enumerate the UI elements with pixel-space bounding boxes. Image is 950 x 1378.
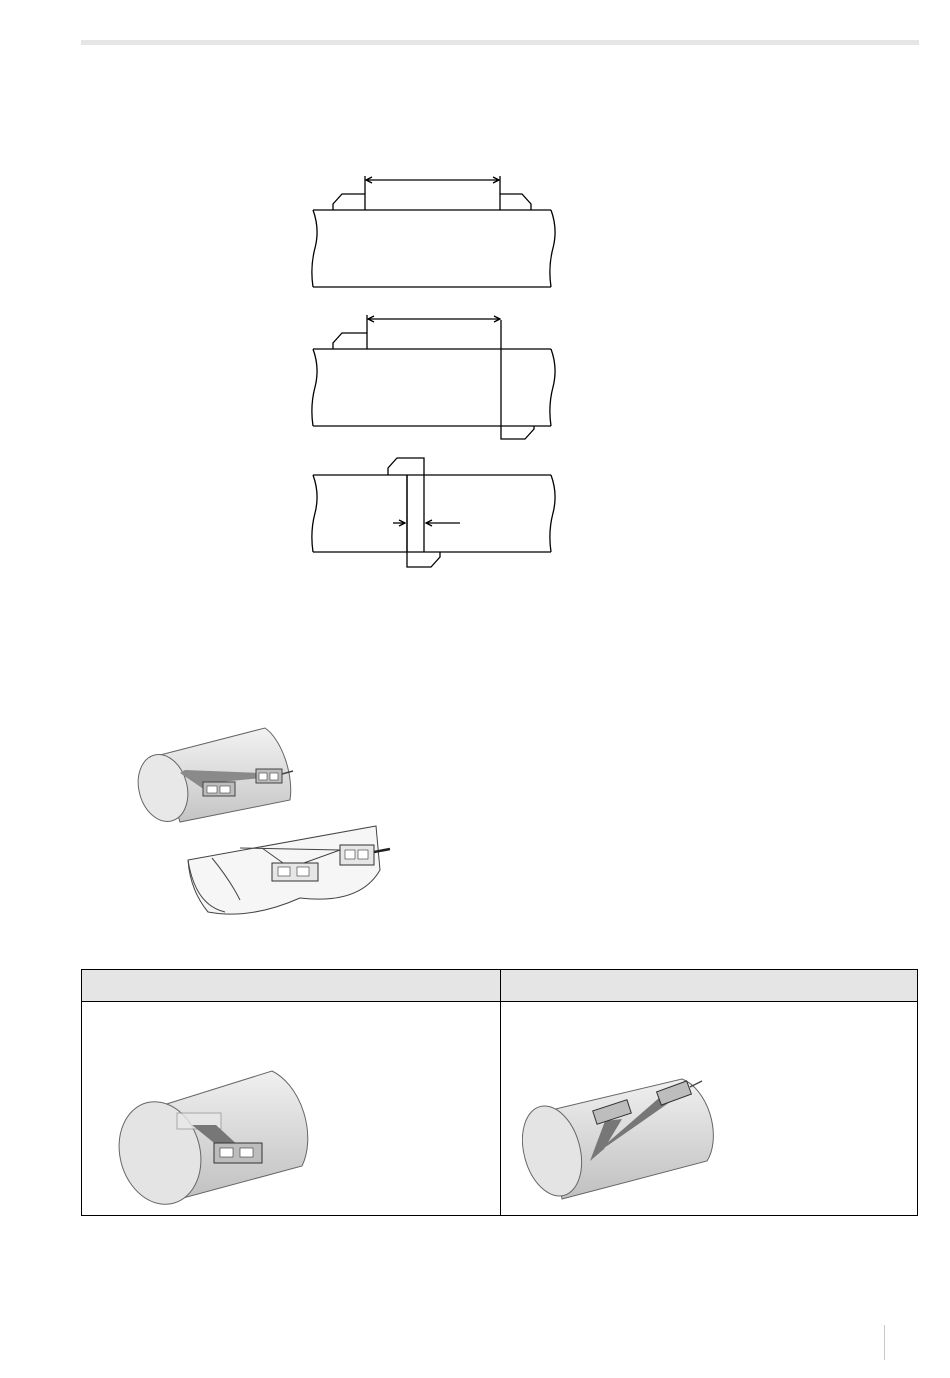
transducer-4 [340, 845, 390, 865]
transducer-1 [203, 782, 235, 796]
diagonal-transducer-illustration [522, 1075, 782, 1205]
page-number-rule [884, 1325, 885, 1360]
single-transducer-illustration [112, 1065, 362, 1205]
header-rule [81, 40, 919, 45]
mode-reflect-diagram [312, 176, 555, 287]
transducer-3 [272, 863, 318, 881]
reflect-mode-illustration [130, 720, 400, 920]
table-header-left [82, 970, 500, 1002]
table-header-right [501, 970, 917, 1002]
table-divider [500, 970, 501, 1215]
transducer-mode-diagrams [300, 165, 570, 580]
mounting-table [81, 969, 918, 1216]
transducer-5 [214, 1143, 262, 1163]
full-pipe [131, 728, 293, 827]
mode-diagonal-diagram [312, 315, 555, 439]
half-pipe-cutaway [188, 826, 390, 914]
mode-negative-spacing-diagram [312, 458, 555, 567]
